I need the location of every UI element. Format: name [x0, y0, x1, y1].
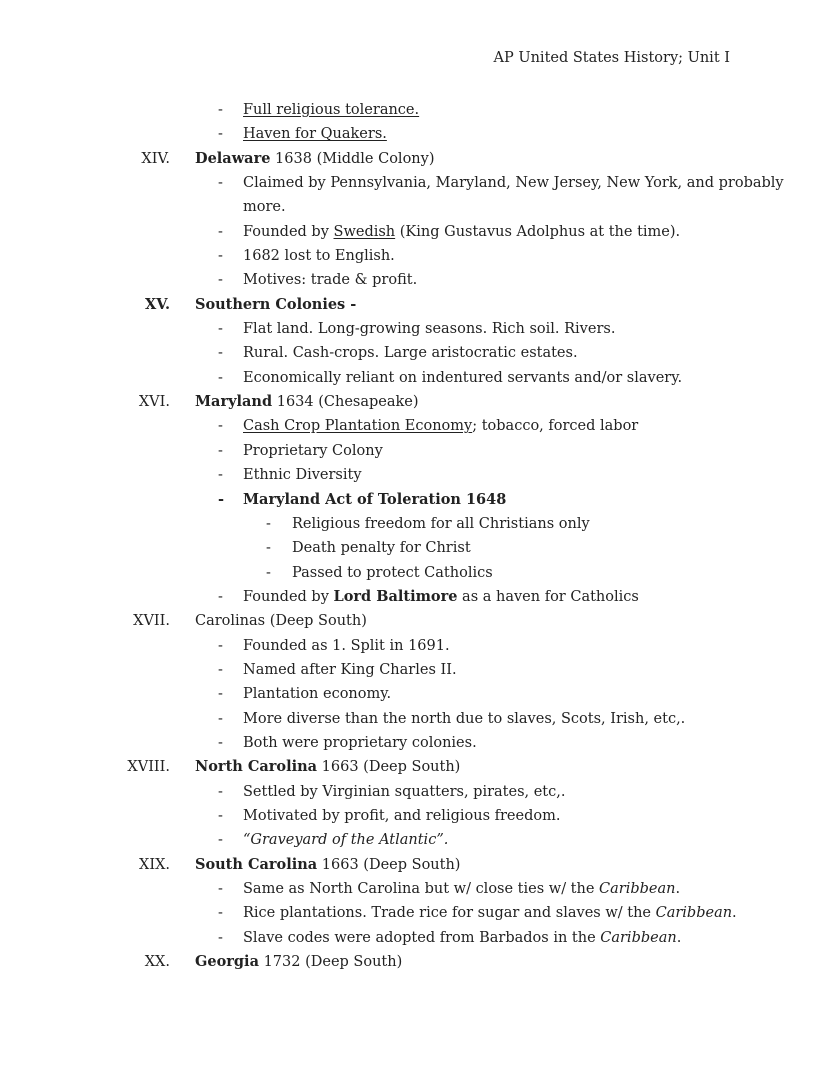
- bullet-text: Haven for Quakers.: [243, 126, 387, 143]
- bullet-text: Plantation economy.: [243, 686, 392, 703]
- section-heading-north-carolina: [0, 755, 828, 779]
- bullet-dash: -: [218, 102, 223, 118]
- bullet-dash: -: [218, 929, 223, 946]
- bullet-text: Full religious tolerance.: [243, 102, 420, 118]
- section-title: Southern Colonies -: [195, 295, 357, 313]
- list-item: [0, 244, 828, 268]
- section-title: North Carolina 1663 (Deep South): [195, 758, 461, 776]
- bullet-dash: -: [218, 248, 223, 265]
- bullet-dash: -: [218, 418, 223, 435]
- list-item: [0, 707, 828, 731]
- bullet-dash: -: [218, 710, 223, 727]
- bullet-text: Founded by Swedish (King Gustavus Adolphus at the time).: [243, 223, 681, 240]
- bullet-text: Claimed by Pennsylvania, Maryland, New Jersey, New York, and probably: [243, 175, 784, 192]
- bullet-text: “Graveyard of the Atlantic”.: [243, 832, 449, 849]
- section-title: South Carolina 1663 (Deep South): [195, 855, 461, 873]
- bullet-dash: -: [266, 540, 271, 557]
- bullet-dash: -: [218, 175, 223, 192]
- bullet-dash: -: [266, 515, 271, 532]
- bullet-dash: -: [218, 588, 223, 605]
- section-heading-maryland: [0, 390, 828, 414]
- list-item: [0, 463, 828, 487]
- bullet-text: Cash Crop Plantation Economy; tobacco, forced labor: [243, 418, 639, 435]
- list-item: [0, 317, 828, 341]
- list-item: [0, 804, 828, 828]
- list-item: [0, 731, 828, 755]
- list-item: [0, 220, 828, 244]
- section-title: Carolinas (Deep South): [195, 613, 367, 630]
- bullet-dash: -: [218, 467, 223, 484]
- bullet-dash: -: [218, 734, 223, 751]
- bullet-text: Economically reliant on indentured servants and/or slavery.: [243, 369, 683, 386]
- list-item: [0, 780, 828, 804]
- bullet-text: Rural. Cash-crops. Large aristocratic estates.: [243, 345, 578, 362]
- list-item: [0, 439, 828, 463]
- bullet-text: Rice plantations. Trade rice for sugar and slaves w/ the Caribbean.: [243, 905, 737, 922]
- section-heading-south-carolina: [0, 853, 828, 877]
- section-numeral: XVI.: [138, 394, 170, 411]
- section-heading-georgia: [0, 950, 828, 974]
- bullet-text: Settled by Virginian squatters, pirates, etc,.: [243, 783, 566, 800]
- section-heading-delaware: [0, 147, 828, 171]
- list-item: [0, 414, 828, 438]
- list-item: [0, 366, 828, 390]
- bullet-dash: -: [218, 905, 223, 922]
- section-heading-southern-colonies: [0, 293, 828, 317]
- bullet-text: Religious freedom for all Christians only: [292, 515, 590, 532]
- list-item: [0, 926, 828, 950]
- list-item: [0, 171, 828, 195]
- section-numeral: XVII.: [133, 613, 170, 630]
- section-heading-carolinas: [0, 609, 828, 633]
- bullet-dash: -: [218, 126, 223, 143]
- outline: [0, 98, 828, 974]
- section-title: Georgia 1732 (Deep South): [195, 953, 403, 971]
- bullet-text: Both were proprietary colonies.: [243, 734, 477, 751]
- bullet-text: Motivated by profit, and religious freedom.: [243, 807, 561, 824]
- bullet-dash: -: [218, 490, 225, 508]
- bullet-text: 1682 lost to English.: [243, 248, 395, 265]
- bullet-text: Founded by Lord Baltimore as a haven for Catholics: [243, 587, 639, 605]
- bullet-dash: -: [218, 637, 223, 654]
- bullet-dash: -: [218, 686, 223, 703]
- bullet-text: Death penalty for Christ: [292, 540, 471, 557]
- section-numeral: XIX.: [139, 856, 170, 873]
- bullet-dash: -: [266, 564, 271, 581]
- bullet-text: Slave codes were adopted from Barbados in the Caribbean.: [243, 929, 682, 946]
- bullet-dash: -: [218, 272, 223, 289]
- section-numeral: XX.: [144, 954, 170, 971]
- list-item: [0, 658, 828, 682]
- bullet-dash: -: [218, 881, 223, 897]
- bullet-dash: -: [218, 661, 223, 678]
- list-item: [0, 634, 828, 658]
- bullet-dash: -: [218, 369, 223, 386]
- section-title: Maryland 1634 (Chesapeake): [195, 393, 419, 411]
- bullet-text: Proprietary Colony: [243, 442, 383, 459]
- bullet-text: Ethnic Diversity: [243, 467, 362, 484]
- section-numeral: XIV.: [141, 150, 170, 167]
- bullet-text: Same as North Carolina but w/ close ties w/ the Caribbean.: [243, 881, 681, 897]
- bullet-text: More diverse than the north due to slaves, Scots, Irish, etc,.: [243, 710, 686, 727]
- bullet-dash: -: [218, 442, 223, 459]
- list-item: [0, 877, 828, 901]
- list-item: [0, 98, 828, 122]
- section-numeral: XVIII.: [127, 759, 170, 776]
- list-item: [0, 268, 828, 292]
- list-item: [0, 682, 828, 706]
- bullet-text: Passed to protect Catholics: [292, 564, 493, 581]
- list-item: [0, 901, 828, 925]
- section-title: Delaware 1638 (Middle Colony): [195, 149, 435, 167]
- section-numeral: XV.: [144, 295, 170, 313]
- bullet-text: Maryland Act of Toleration 1648: [243, 490, 507, 508]
- page-header: AP United States History; Unit I: [493, 50, 730, 66]
- list-item: [0, 341, 828, 365]
- sub-list-item: [0, 536, 828, 560]
- bullet-text: Named after King Charles II.: [243, 661, 457, 678]
- bullet-dash: -: [218, 832, 223, 849]
- bullet-text: more.: [243, 199, 286, 216]
- list-item-continued: [0, 195, 828, 219]
- bullet-dash: -: [218, 223, 223, 240]
- list-item: [0, 585, 828, 609]
- bullet-dash: -: [218, 807, 223, 824]
- list-item: [0, 488, 828, 512]
- bullet-dash: -: [218, 321, 223, 338]
- sub-list-item: [0, 561, 828, 585]
- bullet-text: Flat land. Long-growing seasons. Rich soil. Rivers.: [243, 321, 616, 338]
- list-item: [0, 828, 828, 852]
- bullet-dash: -: [218, 783, 223, 800]
- bullet-dash: -: [218, 345, 223, 362]
- bullet-text: Founded as 1. Split in 1691.: [243, 637, 450, 654]
- bullet-text: Motives: trade & profit.: [243, 272, 418, 289]
- list-item: [0, 122, 828, 146]
- sub-list-item: [0, 512, 828, 536]
